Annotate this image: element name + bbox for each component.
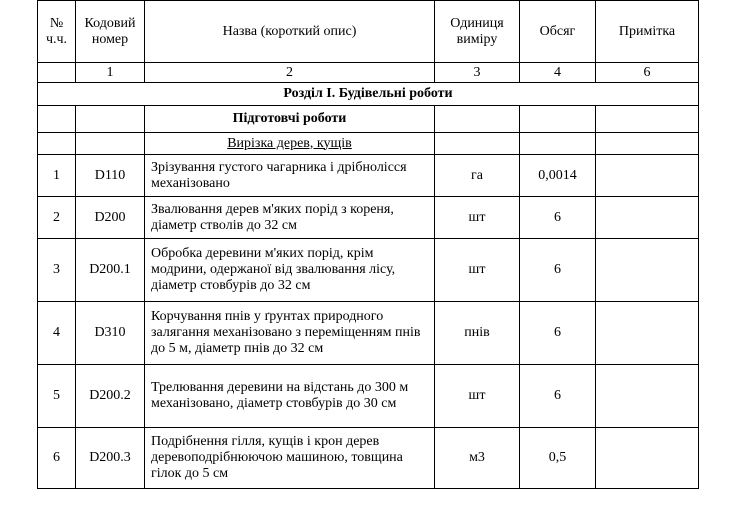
column-numbers-row: [38, 63, 699, 83]
table-row: [38, 197, 699, 239]
row-note: [596, 365, 699, 428]
row-desc: Подрібнення гілля, кущів і крон дерев деревоподрібнюючою машиною, товщина гілок до 5 см: [145, 428, 435, 489]
table-row: [38, 239, 699, 302]
subsection-row: [38, 106, 699, 133]
row-code: D200: [76, 197, 145, 239]
row-code: D200.1: [76, 239, 145, 302]
row-code: D200.2: [76, 365, 145, 428]
column-number: 3: [435, 63, 520, 83]
header-note: Примітка: [596, 1, 699, 63]
row-volume: 6: [520, 365, 596, 428]
table-row: [38, 428, 699, 489]
row-note: [596, 302, 699, 365]
row-desc: Зрізування густого чагарника і дрібнолісся механізовано: [145, 155, 435, 197]
table-row: [38, 365, 699, 428]
row-note: [596, 428, 699, 489]
row-volume: 0,5: [520, 428, 596, 489]
row-num: 6: [38, 428, 76, 489]
row-unit: шт: [435, 239, 520, 302]
row-num: 2: [38, 197, 76, 239]
row-num: 3: [38, 239, 76, 302]
group-title-cell: [145, 133, 435, 155]
empty-cell: [520, 106, 596, 133]
table-row: [38, 155, 699, 197]
header-volume: Обсяг: [520, 1, 596, 63]
empty-cell: [435, 106, 520, 133]
row-volume: 0,0014: [520, 155, 596, 197]
row-note: [596, 239, 699, 302]
header-code: Кодовий номер: [76, 1, 145, 63]
row-desc: Обробка деревини м'яких порід, крім модрини, одержаної від звалювання лісу, діаметр стовбурів до 32 см: [145, 239, 435, 302]
row-note: [596, 197, 699, 239]
row-num: 5: [38, 365, 76, 428]
table-row: [38, 302, 699, 365]
row-desc: Трелювання деревини на відстань до 300 м механізовано, діаметр стовбурів до 30 см: [145, 365, 435, 428]
empty-cell: [596, 133, 699, 155]
row-desc: Корчування пнів у ґрунтах природного залягання механізовано з переміщенням пнів до 5 м, діаметр пнів до 32 см: [145, 302, 435, 365]
column-number: 6: [596, 63, 699, 83]
row-desc: Звалювання дерев м'яких порід з кореня, діаметр стволів до 32 см: [145, 197, 435, 239]
row-unit: м3: [435, 428, 520, 489]
empty-cell: [38, 106, 76, 133]
row-unit: пнів: [435, 302, 520, 365]
row-volume: 6: [520, 239, 596, 302]
column-number: 2: [145, 63, 435, 83]
subsection-title: Підготовчі роботи: [145, 106, 435, 133]
group-row: [38, 133, 699, 155]
group-title: Вирізка дерев, кущів: [227, 135, 352, 151]
header-row: [38, 1, 699, 63]
column-number: 1: [76, 63, 145, 83]
row-unit: га: [435, 155, 520, 197]
empty-cell: [38, 133, 76, 155]
row-volume: 6: [520, 197, 596, 239]
row-num: 4: [38, 302, 76, 365]
row-num: 1: [38, 155, 76, 197]
section-title: Розділ І. Будівельні роботи: [38, 83, 699, 106]
row-code: D110: [76, 155, 145, 197]
empty-cell: [76, 133, 145, 155]
empty-cell: [520, 133, 596, 155]
empty-cell: [76, 106, 145, 133]
row-unit: шт: [435, 197, 520, 239]
column-number: 4: [520, 63, 596, 83]
section-row: [38, 83, 699, 106]
empty-cell: [596, 106, 699, 133]
row-note: [596, 155, 699, 197]
empty-cell: [435, 133, 520, 155]
column-number-empty: [38, 63, 76, 83]
header-unit: Одиниця виміру: [435, 1, 520, 63]
row-code: D200.3: [76, 428, 145, 489]
header-num: № ч.ч.: [38, 1, 76, 63]
row-code: D310: [76, 302, 145, 365]
row-volume: 6: [520, 302, 596, 365]
header-name: Назва (короткий опис): [145, 1, 435, 63]
row-unit: шт: [435, 365, 520, 428]
works-table: [37, 0, 699, 489]
